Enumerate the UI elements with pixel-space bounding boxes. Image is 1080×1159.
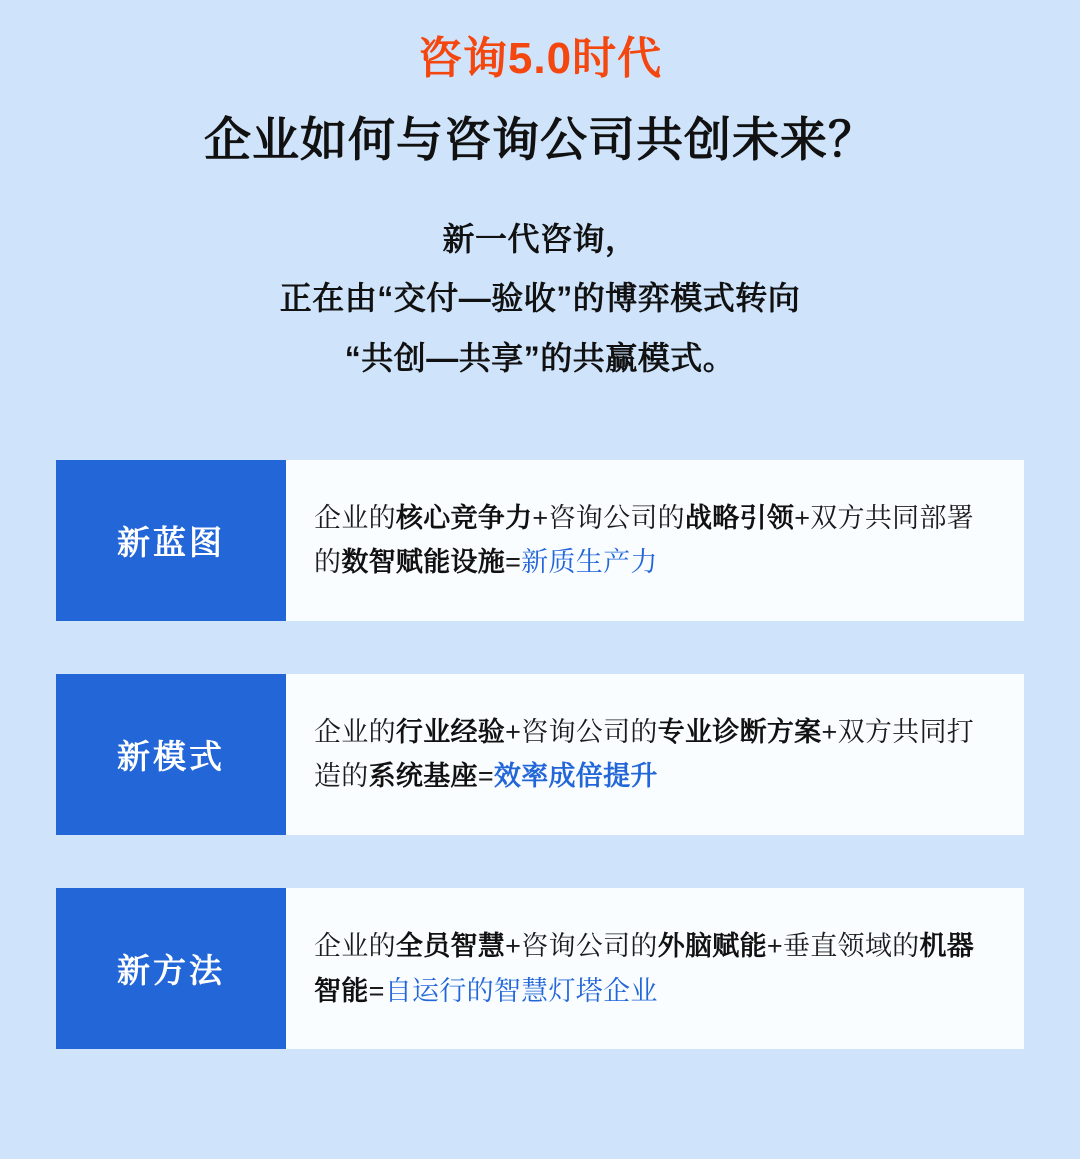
page-title: 企业如何与咨询公司共创未来？ bbox=[204, 113, 876, 167]
row-body bbox=[286, 460, 1024, 621]
content-row bbox=[56, 888, 1024, 1049]
poster-header bbox=[0, 0, 1080, 388]
row-label-badge: 新方法 bbox=[56, 888, 286, 1049]
row-formula-text: 企业的行业经验+咨询公司的专业诊断方案+双方共同打造的系统基座=效率成倍提升 bbox=[314, 716, 975, 792]
row-formula-text: 企业的核心竞争力+咨询公司的战略引领+双方共同部署的数智赋能设施=新质生产力 bbox=[314, 502, 975, 578]
row-formula-text: 企业的全员智慧+咨询公司的外脑赋能+垂直领域的机器智能=自运行的智慧灯塔企业 bbox=[314, 931, 975, 1006]
content-rows bbox=[0, 460, 1080, 1049]
subtitle-line-1: 新一代咨询， bbox=[442, 221, 638, 258]
subtitle-block bbox=[0, 210, 1080, 388]
row-body bbox=[286, 674, 1024, 835]
subtitle-line-2: 正在由“交付—验收”的博弈模式转向 bbox=[279, 280, 801, 317]
row-label-badge: 新蓝图 bbox=[56, 460, 286, 621]
eyebrow-title: 咨询5.0时代 bbox=[417, 34, 663, 83]
row-label-badge: 新模式 bbox=[56, 674, 286, 835]
content-row bbox=[56, 674, 1024, 835]
subtitle-line-3: “共创—共享”的共赢模式。 bbox=[344, 339, 736, 376]
row-body bbox=[286, 888, 1024, 1049]
content-row bbox=[56, 460, 1024, 621]
